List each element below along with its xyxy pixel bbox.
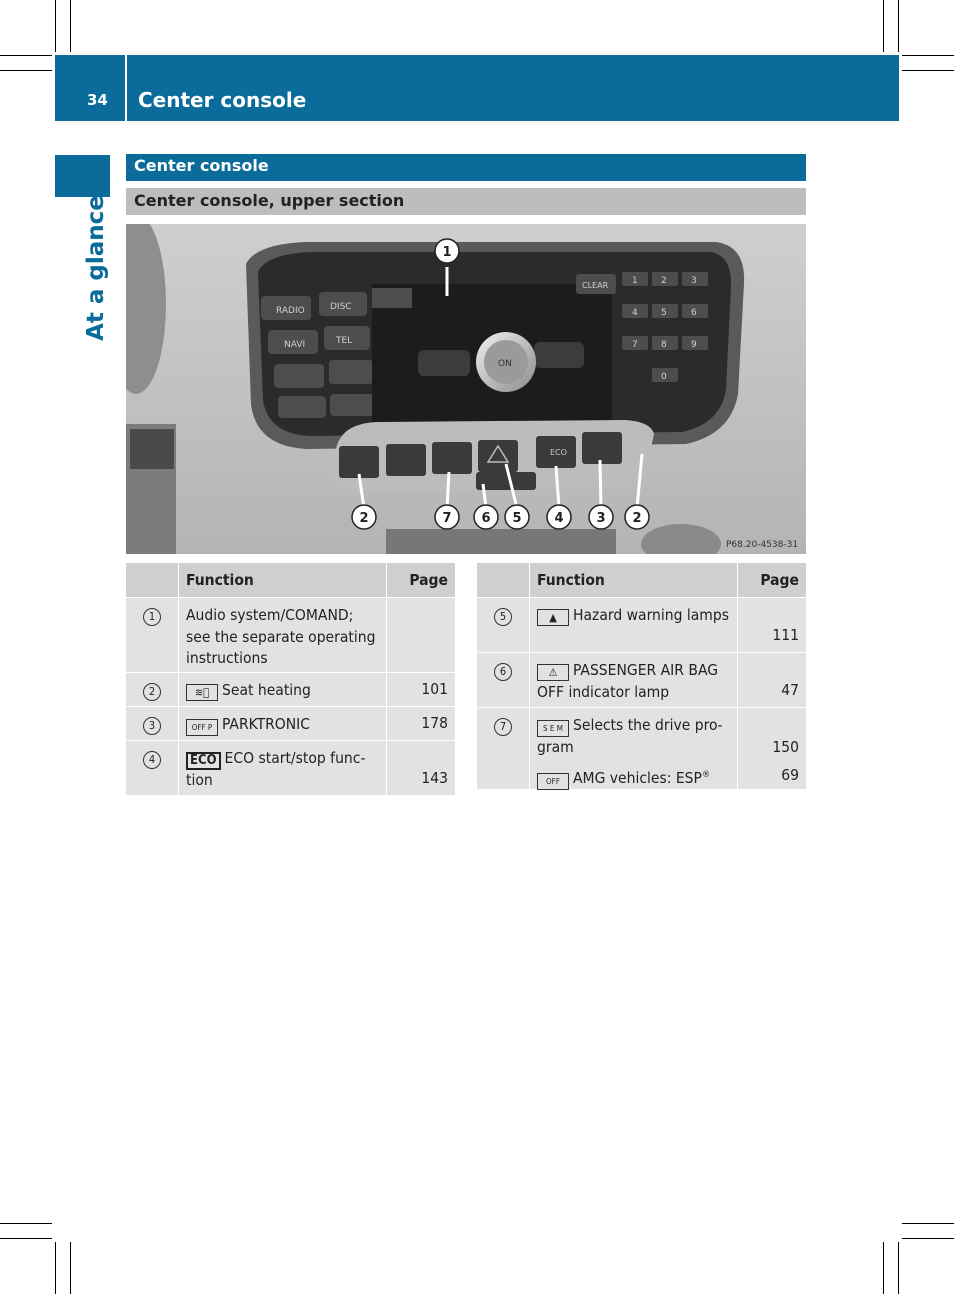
table-row [126,597,455,672]
header-function: Function [530,563,738,597]
section-title: Center console [126,154,806,181]
page-ref: 143 [421,768,448,787]
crop-mark [902,1238,954,1239]
callout-number: 6 [494,663,512,681]
svg-text:6: 6 [691,308,697,318]
crop-mark [883,0,884,52]
table-row [477,707,806,789]
crop-mark [55,1242,56,1294]
table-row [477,652,806,707]
svg-text:5: 5 [512,511,522,526]
function-text: Seat heating [222,681,311,699]
airbag-off-icon: ⚠ [537,664,569,681]
page-ref: 178 [421,713,448,732]
table-row [126,740,455,795]
function-text: Hazard warning lamps [573,606,730,624]
callout-number: 7 [494,718,512,736]
function-subtext: AMG vehicles: ESP [573,768,702,787]
header-page: Page [409,571,448,589]
callout-number: 4 [143,751,161,769]
svg-text:3: 3 [691,276,697,286]
center-console-photo [126,224,806,554]
crop-mark [898,1242,899,1294]
crop-mark [0,55,52,56]
page-header [55,55,899,121]
drive-program-icon: S E M [537,720,569,737]
crop-mark [902,70,954,71]
parktronic-off-icon: OFF P [186,719,218,736]
side-tab-marker [55,155,110,197]
svg-text:8: 8 [661,340,667,350]
eco-icon: ECO [186,752,221,770]
function-table-right [477,563,806,789]
crop-mark [55,0,56,52]
hazard-warning-icon: ▲ [537,609,569,626]
callout-number: 2 [143,683,161,701]
svg-text:7: 7 [442,511,452,526]
svg-text:2: 2 [661,276,667,286]
page-ref: 111 [772,625,799,644]
svg-text:DISC: DISC [330,302,352,312]
seat-heating-icon: ≋⃒ [186,684,218,701]
side-tab-label: At a glance [83,195,109,341]
svg-text:6: 6 [481,511,491,526]
page-ref-sub: 69 [781,765,799,784]
esp-off-icon: OFF [537,773,569,790]
svg-text:4: 4 [632,308,638,318]
svg-text:4: 4 [554,511,564,526]
svg-text:TEL: TEL [336,336,353,346]
page-number: 34 [87,91,108,109]
table-header [477,563,806,597]
crop-mark [70,1242,71,1294]
header-function: Function [179,563,387,597]
function-text: Selects the drive program [537,716,723,756]
svg-text:1: 1 [632,276,638,286]
svg-text:5: 5 [661,308,667,318]
crop-mark [0,1238,52,1239]
page-ref: 150 [772,738,799,756]
svg-text:ON: ON [498,359,512,369]
table-row [126,672,455,706]
registered-mark: ® [701,769,711,780]
function-text: Audio system/COMAND; see the separate operating instructions [186,606,376,667]
svg-text:1: 1 [442,245,452,260]
page-ref: 101 [421,679,448,698]
function-table-left [126,563,455,795]
callout-number: 1 [143,608,161,626]
header-page: Page [760,571,799,589]
crop-mark [898,0,899,52]
figure-code: P68.20-4538-31 [726,540,799,550]
table-row [126,706,455,740]
crop-mark [0,1223,52,1224]
svg-text:NAVI: NAVI [284,340,306,350]
svg-text:9: 9 [691,340,697,350]
function-text: PARKTRONIC [222,715,311,733]
callout-number: 3 [143,717,161,735]
callout-number: 5 [494,608,512,626]
svg-text:2: 2 [632,511,642,526]
header-divider [125,55,127,121]
svg-text:ECO: ECO [550,448,567,457]
svg-text:CLEAR: CLEAR [582,281,609,290]
svg-text:0: 0 [661,372,667,382]
crop-mark [0,70,52,71]
svg-text:RADIO: RADIO [276,306,305,316]
section-subtitle: Center console, upper section [126,188,806,215]
function-text: PASSENGER AIR BAG OFF indicator lamp [537,661,719,701]
function-text: ECO start/stop function [186,749,366,789]
page-title: Center console [138,88,307,112]
table-header [126,563,455,597]
svg-text:2: 2 [359,511,369,526]
page-ref: 47 [781,680,799,699]
table-row [477,597,806,652]
svg-text:7: 7 [632,340,638,350]
crop-mark [70,0,71,52]
crop-mark [902,1223,954,1224]
svg-text:3: 3 [596,511,606,526]
crop-mark [902,55,954,56]
crop-mark [883,1242,884,1294]
